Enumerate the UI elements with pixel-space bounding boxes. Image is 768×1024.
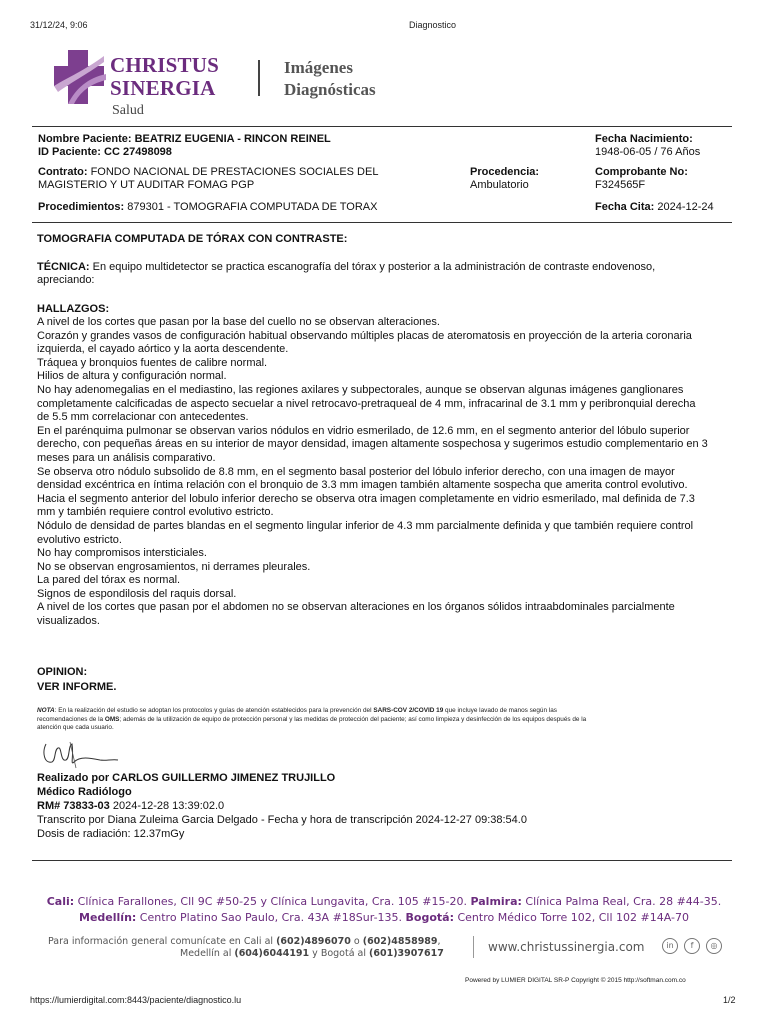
document-title: Diagnostico [409,20,457,30]
finding-line: No hay adenomegalias en el mediastino, las regiones axilares y subpectorales, aunque se observan algunas imágenes ganglionares [37,383,684,396]
opinion-value: VER INFORME. [37,681,117,693]
facebook-icon[interactable]: f [684,938,700,954]
footer-locations-line1: Cali: Clínica Farallones, Cll 9C #50-25 y Clínica Lungavita, Cra. 105 #15-20. Palmira: Clínica Palma Real, Cra. 28 #44-35. [46,895,722,908]
finding-line: densidad excéntrica en íntima relación con el bronquio de 3.3 mm imagen también altamente sospecha que amerita control evolutivo. [37,479,688,492]
finding-line: Se observa otro nódulo subsolido de 8.8 mm, en el segmento basal posterior del lóbulo inferior derecho, con una imagen de mayor [37,465,675,478]
findings-label: HALLAZGOS: [37,303,110,315]
brand-line1: CHRISTUS [110,53,219,77]
birth-label: Fecha Nacimiento: [595,133,693,145]
finding-line: Nódulo de densidad de partes blandas en el segmento lingular inferior de 4.3 mm parcialmente definida y que también requiere control [37,519,694,532]
appointment-date: Fecha Cita: 2024-12-24 [595,201,714,213]
performed-by: Realizado por CARLOS GUILLERMO JIMENEZ TRUJILLO [37,772,336,784]
origin-label: Procedencia: [470,166,540,178]
christus-logo [52,48,412,124]
findings-list [37,316,737,629]
finding-line: En el parénquima pulmonar se observan varios nódulos en vidrio esmerilado, de 12.6 mm, en el segmento anterior del lóbulo superior [37,424,690,437]
finding-line: mm y también requiere control evolutivo estricto. [37,506,274,519]
birth-value: 1948-06-05 / 76 Años [595,146,701,158]
finding-line: Hilios de altura y configuración normal. [37,370,227,383]
footer-locations-line2: Medellín: Centro Platino Sao Paulo, Cra. 43A #18Sur-135. Bogotá: Centro Médico Torre 102, Cll 102 #14A-70 [79,911,689,924]
technique: TÉCNICA: En equipo multidetector se practica escanografía del tórax y posterior a la administración de contraste endovenoso, [37,261,656,273]
cross-emblem-icon [52,48,108,106]
footer-rule [32,860,732,861]
finding-line: No hay compromisos intersticiales. [37,547,207,560]
finding-line: izquierda, el cayado aórtico y la aorta descendente. [37,343,289,356]
finding-line: Signos de espondilosis del raquis dorsal. [37,587,237,600]
powered-by: Powered by LUMIER DIGITAL SR-P Copyright © 2015 http://softman.com.co [465,977,686,984]
rm-record: RM# 73833-03 2024-12-28 13:39:02.0 [37,800,225,812]
finding-line: A nivel de los cortes que pasan por la base del cuello no se observan alteraciones. [37,316,440,328]
finding-line: evolutivo estricto. [37,533,122,546]
doctor-role: Médico Radiólogo [37,786,132,798]
finding-line: derecho, con pequeñas áreas en su interior de mayor densidad, imagen altamente sospechosa y sugerimos estudio complementario en 3 [37,438,708,451]
finding-line: Hacia el segmento anterior del lobulo inferior derecho se observa otra imagen completamente en vidrio esmerilado, mal definida de 7.3 [37,492,695,505]
unit-line2: Diagnósticas [284,80,376,99]
print-datetime: 31/12/24, 9:06 [30,20,88,30]
page-url: https://lumierdigital.com:8443/paciente/diagnostico.lu [30,995,242,1005]
footer-divider [473,936,474,958]
info-rule [32,222,732,223]
signature-image [40,738,130,770]
instagram-icon[interactable]: ◎ [706,938,722,954]
covid-note: NOTA: En la realización del estudio se adoptan los protocolos y guías de atención establecidos para la prevención del SARS-COV 2/COVID 19 que incluye lavado de manos según las recomendaciones de la OMS; además de la utilización de equipo de protección personal y las medidas de protección del paciente; así como limpieza y desinfección de los equipos después de la atención que cada usuario. [37,707,587,731]
finding-line: completamente calcificadas de aspecto secuelar a nivel retrocavo-pretraqueal de 4 mm, infracarinal de 3.1 mm y peribronquial derecha [37,397,696,410]
procedure: Procedimientos: 879301 - TOMOGRAFIA COMPUTADA DE TORAX [38,201,378,213]
unit-line1: Imágenes [284,58,353,77]
radiation-dose: Dosis de radiación: 12.37mGy [37,828,185,840]
finding-line: meses para un análisis comparativo. [37,451,216,464]
finding-line: de 5.5 mm correlacionar con antecedentes. [37,411,249,424]
technique-line2: apreciando: [37,274,95,286]
page-number: 1/2 [723,995,736,1005]
finding-line: No se observan engrosamientos, ni derrames pleurales. [37,560,311,573]
finding-line: Tráquea y bronquios fuentes de calibre normal. [37,356,268,369]
website-link[interactable]: www.christussinergia.com [488,940,645,954]
contact-line1: Para información general comunícate en Cali al (602)4896070 o (602)4858989, [48,936,441,947]
finding-line: La pared del tórax es normal. [37,574,181,587]
voucher-label: Comprobante No: [595,166,688,178]
patient-name: Nombre Paciente: BEATRIZ EUGENIA - RINCON REINEL [38,133,331,145]
patient-id: ID Paciente: CC 27498098 [38,146,172,158]
report-title: TOMOGRAFIA COMPUTADA DE TÓRAX CON CONTRASTE: [37,233,348,245]
contract-line2: MAGISTERIO Y UT AUDITAR FOMAG PGP [38,179,255,191]
finding-line: Corazón y grandes vasos de configuración habitual observando múltiples placas de ateromatosis en proyección de la arteria coronaria [37,329,692,342]
contract: Contrato: FONDO NACIONAL DE PRESTACIONES SOCIALES DEL [38,166,379,178]
opinion-label: OPINION: [37,666,88,678]
linkedin-icon[interactable]: in [662,938,678,954]
contact-line2: Medellín al (604)6044191 y Bogotá al (601)3907617 [180,948,444,959]
header-rule [32,126,732,127]
voucher-value: F324565F [595,179,646,191]
transcribed-by: Transcrito por Diana Zuleima Garcia Delgado - Fecha y hora de transcripción 2024-12-27 09:38:54.0 [37,814,527,826]
finding-line: A nivel de los cortes que pasan por el abdomen no se observan alteraciones en los órganos sólidos intraabdominales parcialmente [37,601,675,614]
origin-value: Ambulatorio [470,179,529,191]
finding-line: visualizados. [37,615,100,628]
logo-divider [258,60,260,96]
brand-salud: Salud [112,103,144,118]
brand-line2: SINERGIA [110,76,216,100]
